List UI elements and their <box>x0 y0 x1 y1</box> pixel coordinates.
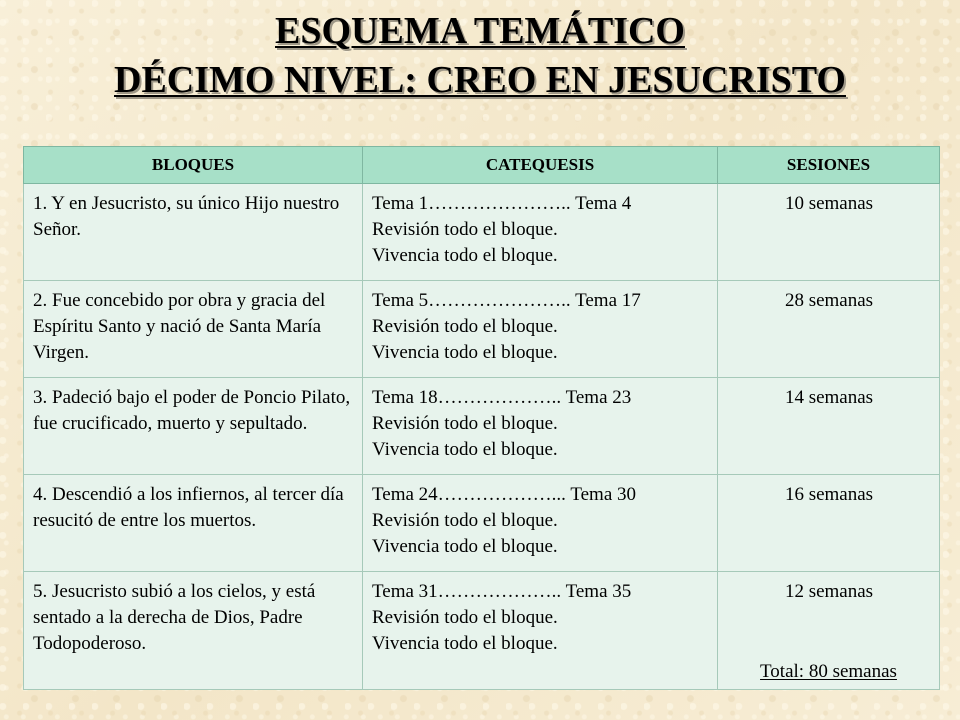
catequesis-cell <box>363 184 718 281</box>
theme-schema-table <box>23 146 940 690</box>
page-title: ESQUEMA TEMÁTICO <box>275 10 685 52</box>
bloque-cell: 3. Padeció bajo el poder de Poncio Pilato, fue crucificado, muerto y sepultado. <box>24 378 363 475</box>
revision-line: Revisión todo el bloque. <box>372 607 558 628</box>
vivencia-line: Vivencia todo el bloque. <box>372 536 558 557</box>
bloque-cell: 2. Fue concebido por obra y gracia del Espíritu Santo y nació de Santa María Virgen. <box>24 281 363 378</box>
tema-range: Tema 31……………….. Tema 35 <box>372 581 632 602</box>
table-row <box>24 184 940 281</box>
revision-line: Revisión todo el bloque. <box>372 413 558 434</box>
table-row <box>24 572 940 690</box>
page-subtitle: DÉCIMO NIVEL: CREO EN JESUCRISTO <box>114 59 846 101</box>
table-row <box>24 281 940 378</box>
sesiones-value: 12 semanas <box>784 581 874 602</box>
total-sesiones: Total: 80 semanas <box>760 661 897 682</box>
column-header-bloques: BLOQUES <box>24 147 363 184</box>
column-header-sesiones: SESIONES <box>718 147 940 184</box>
tema-range: Tema 5………………….. Tema 17 <box>372 290 641 311</box>
bloque-cell: 4. Descendió a los infiernos, al tercer día resucitó de entre los muertos. <box>24 475 363 572</box>
revision-line: Revisión todo el bloque. <box>372 219 558 240</box>
catequesis-cell <box>363 572 718 690</box>
bloque-cell: 1. Y en Jesucristo, su único Hijo nuestro Señor. <box>24 184 363 281</box>
sesiones-cell: 16 semanas <box>718 475 940 572</box>
vivencia-line: Vivencia todo el bloque. <box>372 245 558 266</box>
tema-range: Tema 24………………... Tema 30 <box>372 484 637 505</box>
table-header-row <box>24 147 940 184</box>
tema-range: Tema 18……………….. Tema 23 <box>372 387 632 408</box>
revision-line: Revisión todo el bloque. <box>372 316 558 337</box>
tema-range: Tema 1………………….. Tema 4 <box>372 193 632 214</box>
catequesis-cell <box>363 475 718 572</box>
catequesis-cell <box>363 281 718 378</box>
table-row <box>24 378 940 475</box>
catequesis-cell <box>363 378 718 475</box>
vivencia-line: Vivencia todo el bloque. <box>372 439 558 460</box>
vivencia-line: Vivencia todo el bloque. <box>372 633 558 654</box>
sesiones-cell <box>718 572 940 690</box>
revision-line: Revisión todo el bloque. <box>372 510 558 531</box>
sesiones-cell: 14 semanas <box>718 378 940 475</box>
bloque-cell: 5. Jesucristo subió a los cielos, y está sentado a la derecha de Dios, Padre Todopoderoso. <box>24 572 363 690</box>
table-row <box>24 475 940 572</box>
vivencia-line: Vivencia todo el bloque. <box>372 342 558 363</box>
column-header-catequesis: CATEQUESIS <box>363 147 718 184</box>
sesiones-cell: 28 semanas <box>718 281 940 378</box>
sesiones-cell: 10 semanas <box>718 184 940 281</box>
